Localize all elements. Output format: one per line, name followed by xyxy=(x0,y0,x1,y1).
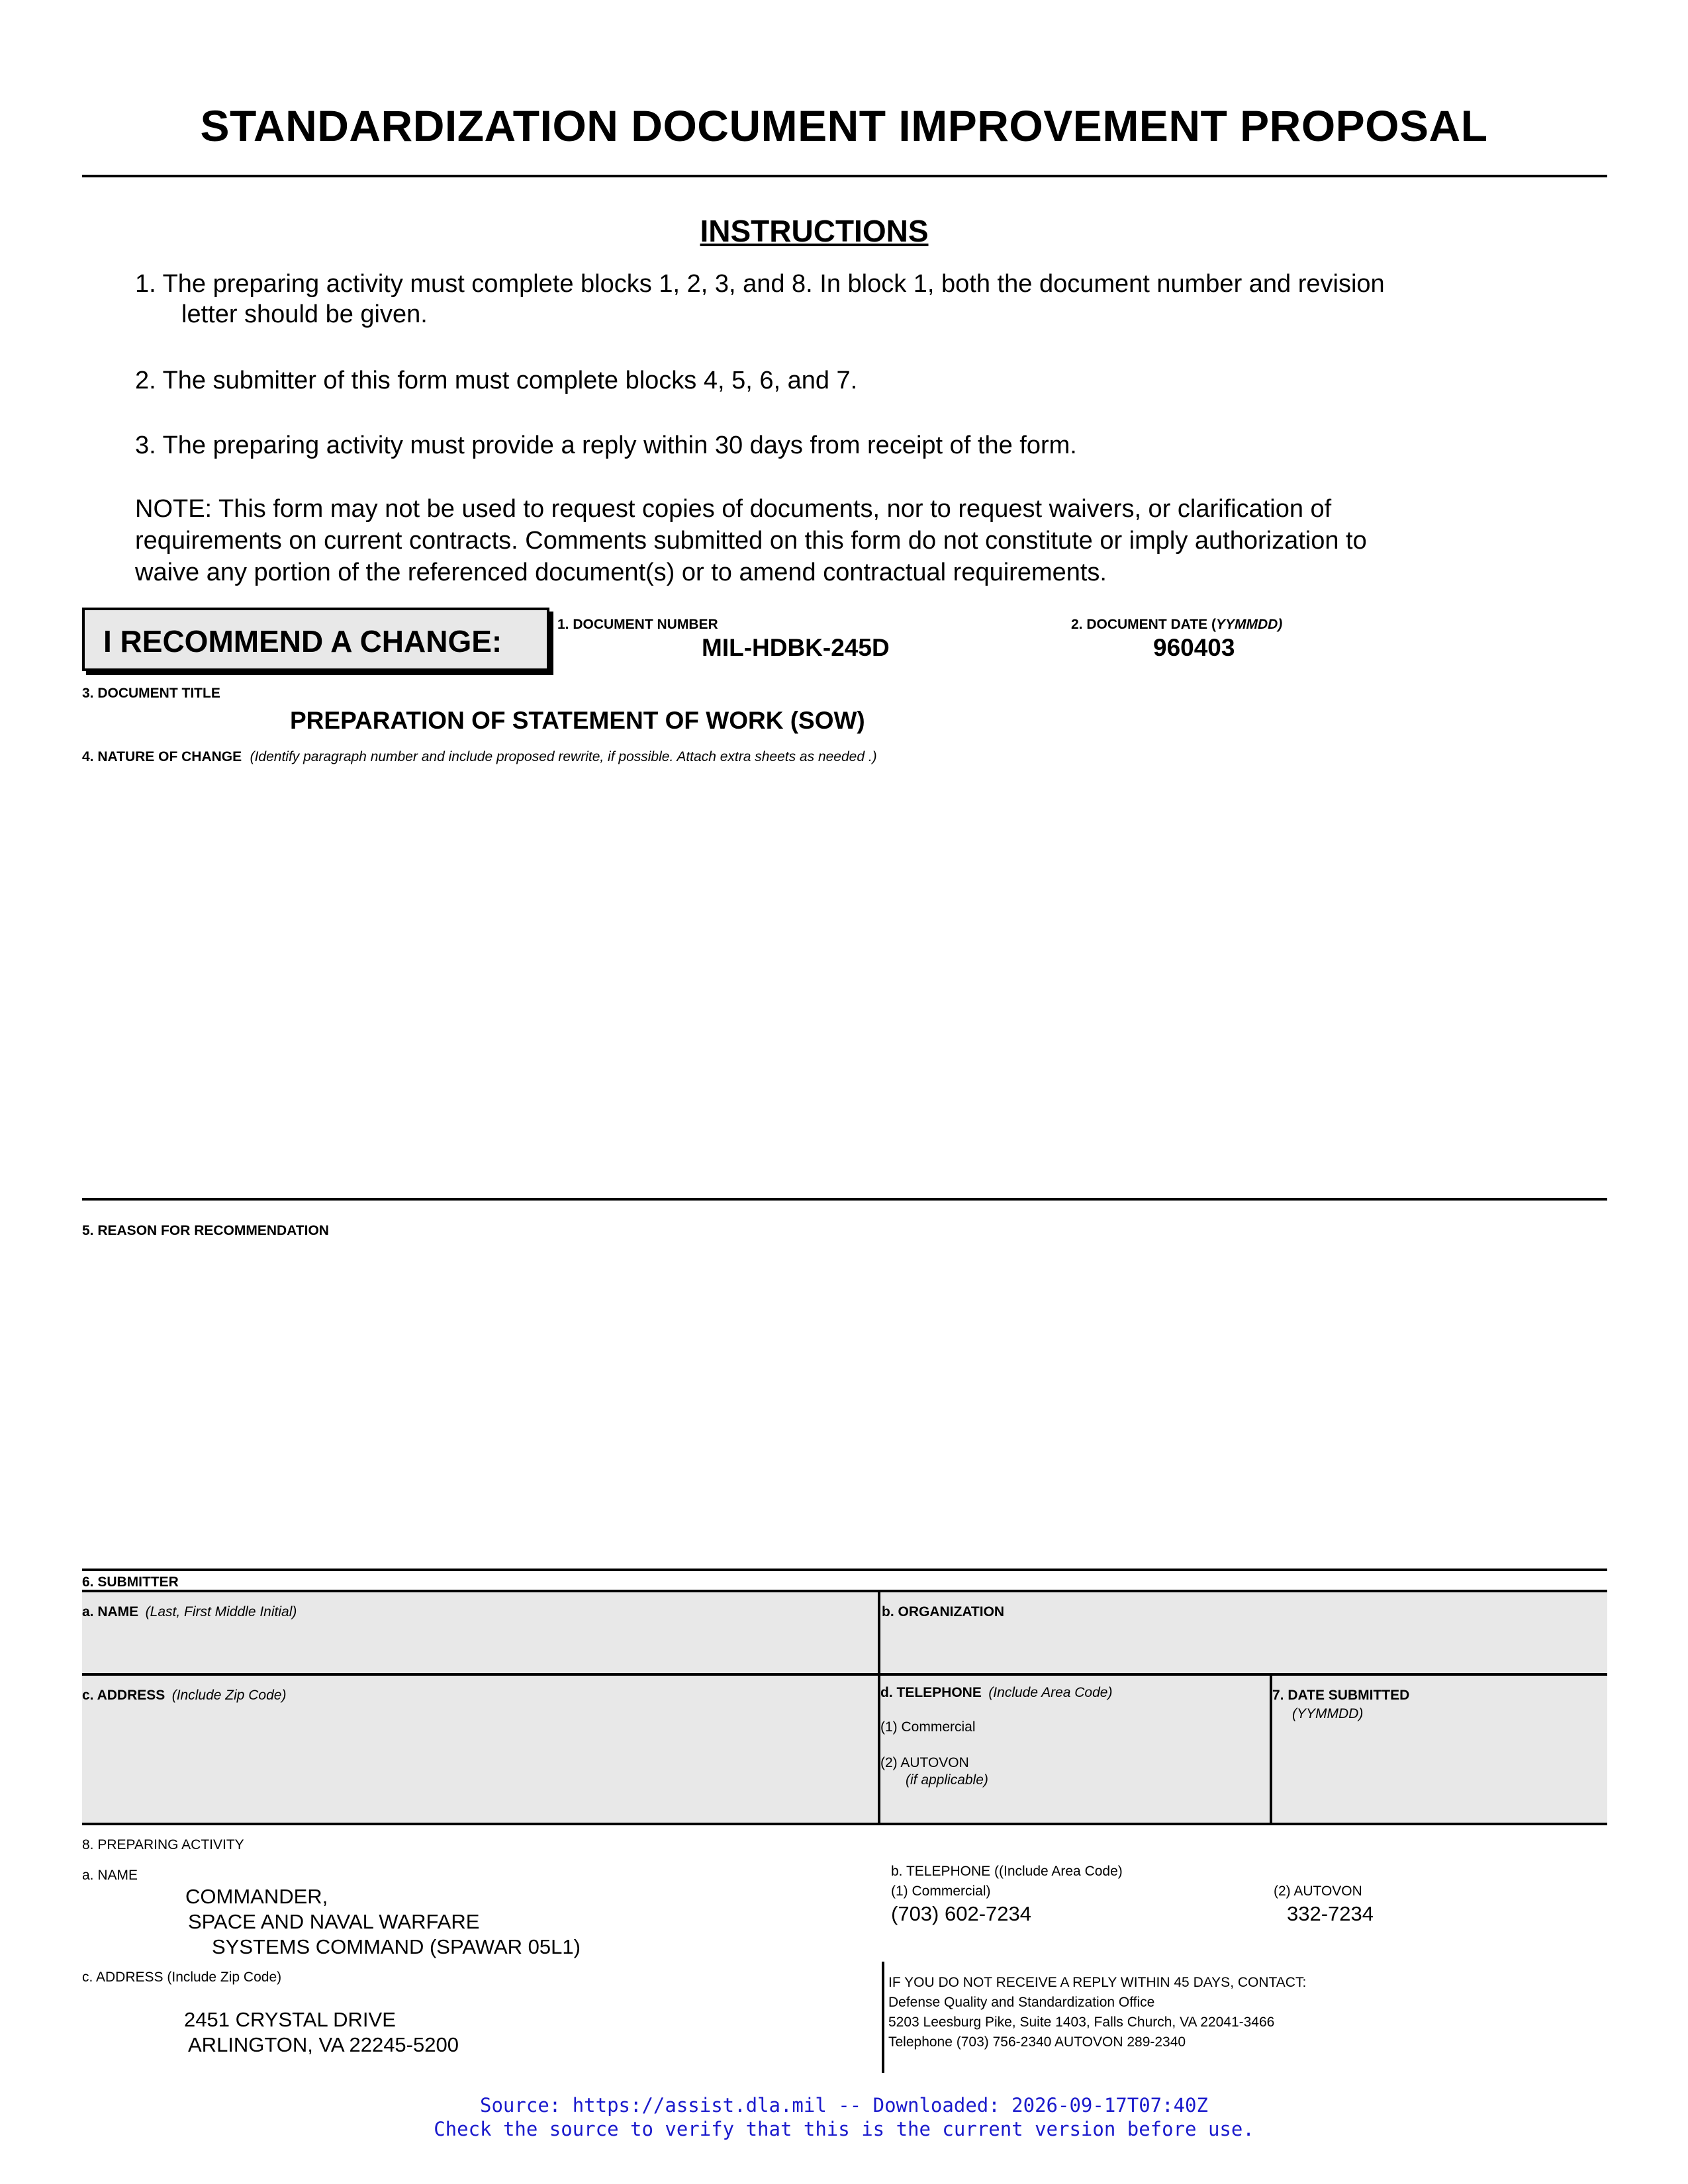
preparing-activity-commercial-label: (1) Commercial) xyxy=(891,1884,991,1899)
preparing-activity-address-line-2: ARLINGTON, VA 22245-5200 xyxy=(188,2033,459,2056)
contact-line-3: 5203 Leesburg Pike, Suite 1403, Falls Church, VA 22041-3466 xyxy=(888,2015,1275,2030)
nature-of-change-label: 4. NATURE OF CHANGE (Identify paragraph number and include proposed rewrite, if possible. Attach extra sheets as needed .) xyxy=(82,749,877,764)
document-number-label: 1. DOCUMENT NUMBER xyxy=(557,617,718,632)
preparing-activity-name-line-2: SPACE AND NAVAL WARFARE xyxy=(188,1910,480,1933)
source-footer-line-1: Source: https://assist.dla.mil -- Downloaded: 2026-09-17T07:40Z xyxy=(480,2094,1208,2116)
preparing-activity-autovon-label: (2) AUTOVON xyxy=(1274,1884,1362,1899)
date-submitted-hint: (YYMMDD) xyxy=(1292,1706,1364,1721)
submitter-name-label: a. NAME (Last, First Middle Initial) xyxy=(82,1604,297,1619)
submitter-top-rule xyxy=(82,1569,1607,1571)
contact-line-2: Defense Quality and Standardization Office xyxy=(888,1995,1155,2010)
nature-of-change-rule xyxy=(82,1198,1607,1201)
submitter-bottom-rule xyxy=(82,1823,1607,1825)
document-date-label: 2. DOCUMENT DATE (YYMMDD) xyxy=(1071,617,1283,632)
preparing-activity-telephone-label: b. TELEPHONE ((Include Area Code) xyxy=(891,1864,1123,1879)
submitter-organization-label: b. ORGANIZATION xyxy=(882,1604,1005,1619)
preparing-activity-name-line-1: COMMANDER, xyxy=(185,1885,328,1908)
document-title-label: 3. DOCUMENT TITLE xyxy=(82,686,220,701)
reason-for-recommendation-field[interactable] xyxy=(82,1244,1607,1566)
reason-for-recommendation-label: 5. REASON FOR RECOMMENDATION xyxy=(82,1223,329,1238)
preparing-activity-name-line-3: SYSTEMS COMMAND (SPAWAR 05L1) xyxy=(212,1935,581,1958)
submitter-address-label: c. ADDRESS (Include Zip Code) xyxy=(82,1688,287,1703)
instruction-item-1: 1. The preparing activity must complete blocks 1, 2, 3, and 8. In block 1, both the document number and revision xyxy=(135,270,1385,298)
title-rule xyxy=(82,175,1607,177)
nature-of-change-field[interactable] xyxy=(82,770,1607,1197)
preparing-activity-name-label: a. NAME xyxy=(82,1868,138,1883)
preparing-activity-commercial-value: (703) 602-7234 xyxy=(891,1902,1031,1925)
contact-divider xyxy=(882,1962,884,2073)
recommend-change-label: I RECOMMEND A CHANGE: xyxy=(103,624,502,659)
preparing-activity-address-line-1: 2451 CRYSTAL DRIVE xyxy=(184,2008,396,2031)
preparing-activity-label: 8. PREPARING ACTIVITY xyxy=(82,1837,244,1852)
document-number-value[interactable]: MIL-HDBK-245D xyxy=(702,634,890,661)
contact-line-4: Telephone (703) 756-2340 AUTOVON 289-2340 xyxy=(888,2034,1186,2050)
submitter-label: 6. SUBMITTER xyxy=(82,1574,179,1588)
date-submitted-label: 7. DATE SUBMITTED xyxy=(1272,1688,1410,1703)
source-footer-line-2: Check the source to verify that this is the current version before use. xyxy=(434,2118,1254,2140)
preparing-activity-autovon-value: 332-7234 xyxy=(1287,1902,1374,1925)
submitter-autovon-hint: (if applicable) xyxy=(906,1772,988,1788)
submitter-telephone-label: d. TELEPHONE (Include Area Code) xyxy=(880,1685,1113,1700)
instruction-item-1-cont: letter should be given. xyxy=(181,300,428,328)
instruction-item-2: 2. The submitter of this form must complete blocks 4, 5, 6, and 7. xyxy=(135,367,858,394)
instruction-note-line-2: requirements on current contracts. Comments submitted on this form do not constitute or imply authorization to xyxy=(135,527,1367,555)
instructions-heading: INSTRUCTIONS xyxy=(700,214,929,248)
recommend-change-box xyxy=(82,608,549,671)
document-date-value[interactable]: 960403 xyxy=(1153,634,1235,661)
submitter-commercial-label: (1) Commercial xyxy=(880,1719,976,1735)
instruction-note-line-1: NOTE: This form may not be used to request copies of documents, nor to request waivers, or clarification of xyxy=(135,495,1332,523)
submitter-autovon-label: (2) AUTOVON xyxy=(880,1755,969,1770)
contact-line-1: IF YOU DO NOT RECEIVE A REPLY WITHIN 45 DAYS, CONTACT: xyxy=(888,1975,1307,1990)
document-title-value[interactable]: PREPARATION OF STATEMENT OF WORK (SOW) xyxy=(290,707,865,734)
preparing-activity-address-label: c. ADDRESS (Include Zip Code) xyxy=(82,1970,282,1985)
page-title: STANDARDIZATION DOCUMENT IMPROVEMENT PROPOSAL xyxy=(200,101,1488,150)
instruction-item-3: 3. The preparing activity must provide a reply within 30 days from receipt of the form. xyxy=(135,432,1077,459)
instruction-note-line-3: waive any portion of the referenced document(s) or to amend contractual requirements. xyxy=(135,559,1107,586)
